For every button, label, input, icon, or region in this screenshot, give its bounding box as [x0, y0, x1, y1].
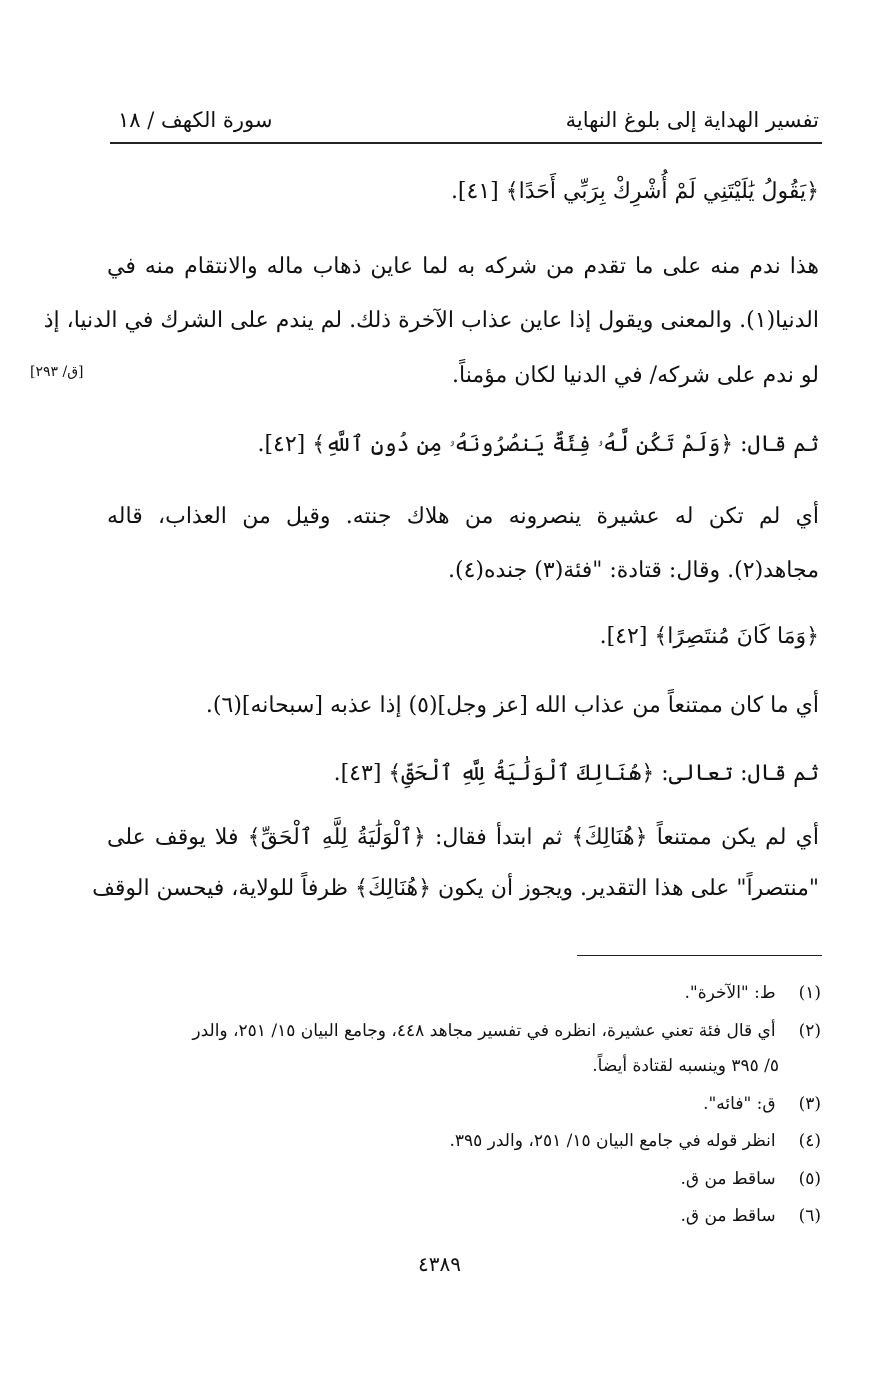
paragraph-line: "منتصراً" على هذا التقدير. ويجوز أن يكون ﴿هُنَالِكَ﴾ ظرفاً للولاية، فيحسن الوقف — [92, 876, 819, 901]
footnote-divider — [577, 955, 822, 956]
footnote-number: (١) — [798, 983, 821, 1003]
footnote-1 — [109, 980, 821, 1006]
footnote-4 — [109, 1128, 821, 1154]
footnote-number: (٤) — [798, 1131, 821, 1151]
paragraph-line: الدنيا(١). والمعنى ويقول إذا عاين عذاب الآخرة ذلك. لم يندم على الشرك في الدنيا، إذ — [43, 308, 819, 333]
paragraph-line: أي لم يكن ممتنعاً ﴿هُنَالِكَ﴾ ثم ابتدأ فقال: ﴿ٱلْوَلَٰيَةُ لِلَّهِ ٱلْحَقِّ﴾ فلا يوقف على — [107, 825, 819, 850]
footnote-number: (٣) — [798, 1094, 821, 1114]
paragraph-line: هذا ندم منه على ما تقدم من شركه به لما عاين ذهاب ماله والانتقام منه في — [107, 254, 819, 279]
footnote-number: (٥) — [798, 1169, 821, 1189]
verse-line-42b: ﴿وَمَا كَانَ مُنتَصِرًا﴾ [٤٢]. — [599, 624, 819, 649]
footnote-text: ساقط من ق. — [680, 1169, 776, 1189]
footnote-number: (٢) — [798, 1021, 821, 1041]
footnote-6 — [109, 1203, 821, 1229]
verse-line-43: ثم قال: تعالى: ﴿هُنَالِكَ ٱلْوَلَٰيَةُ لِلَّهِ ٱلْحَقِّ﴾ [٤٣]. — [333, 761, 819, 786]
paragraph-line: أي لم تكن له عشيرة ينصرونه من هلاك جنته. وقيل من العذاب، قاله — [107, 504, 819, 529]
footnote-text: ط: "الآخرة". — [684, 983, 776, 1003]
footnote-text: أي قال فئة تعني عشيرة، انظره في تفسير مجاهد ٤٤٨، وجامع البيان ١٥/ ٢٥١، والدر — [192, 1021, 776, 1041]
footnote-2 — [109, 1018, 821, 1044]
footnote-3 — [109, 1091, 821, 1117]
paragraph-line: أي ما كان ممتنعاً من عذاب الله [عز وجل](٥) إذا عذبه [سبحانه](٦). — [205, 693, 819, 718]
page-number: ٤٣٨٩ — [418, 1252, 461, 1276]
footnote-5 — [109, 1166, 821, 1192]
footnote-2-continuation: ٥/ ٣٩٥ وينسبه لقتادة أيضاً. — [592, 1056, 779, 1076]
paragraph-line: مجاهد(٢). وقال: قتادة: "فئة(٣) جنده(٤). — [447, 558, 819, 583]
header-divider — [110, 142, 822, 144]
verse-line-42: ثم قال: ﴿وَلَمْ تَكُن لَّهُۥ فِئَةٌ يَنصُرُونَهُۥ مِن دُونِ ٱللَّهِ﴾ [٤٢]. — [257, 432, 819, 457]
footnote-text: ق: "فائه". — [703, 1094, 776, 1114]
footnote-number: (٦) — [798, 1206, 821, 1226]
footnote-text: ساقط من ق. — [680, 1206, 776, 1226]
surah-heading: سورة الكهف / ١٨ — [118, 108, 273, 132]
paragraph-line: لو ندم على شركه/ في الدنيا لكان مؤمناً. — [452, 363, 819, 388]
book-title: تفسير الهداية إلى بلوغ النهاية — [565, 108, 819, 132]
verse-line-41: ﴿يَقُولُ يَٰلَيْتَنِي لَمْ أُشْرِكْ بِرَبِّي أَحَدًا﴾ [٤١]. — [450, 179, 819, 204]
manuscript-folio-note: [ق/ ٢٩٣] — [30, 364, 84, 380]
footnote-text: انظر قوله في جامع البيان ١٥/ ٢٥١، والدر ٣٩٥. — [449, 1131, 776, 1151]
